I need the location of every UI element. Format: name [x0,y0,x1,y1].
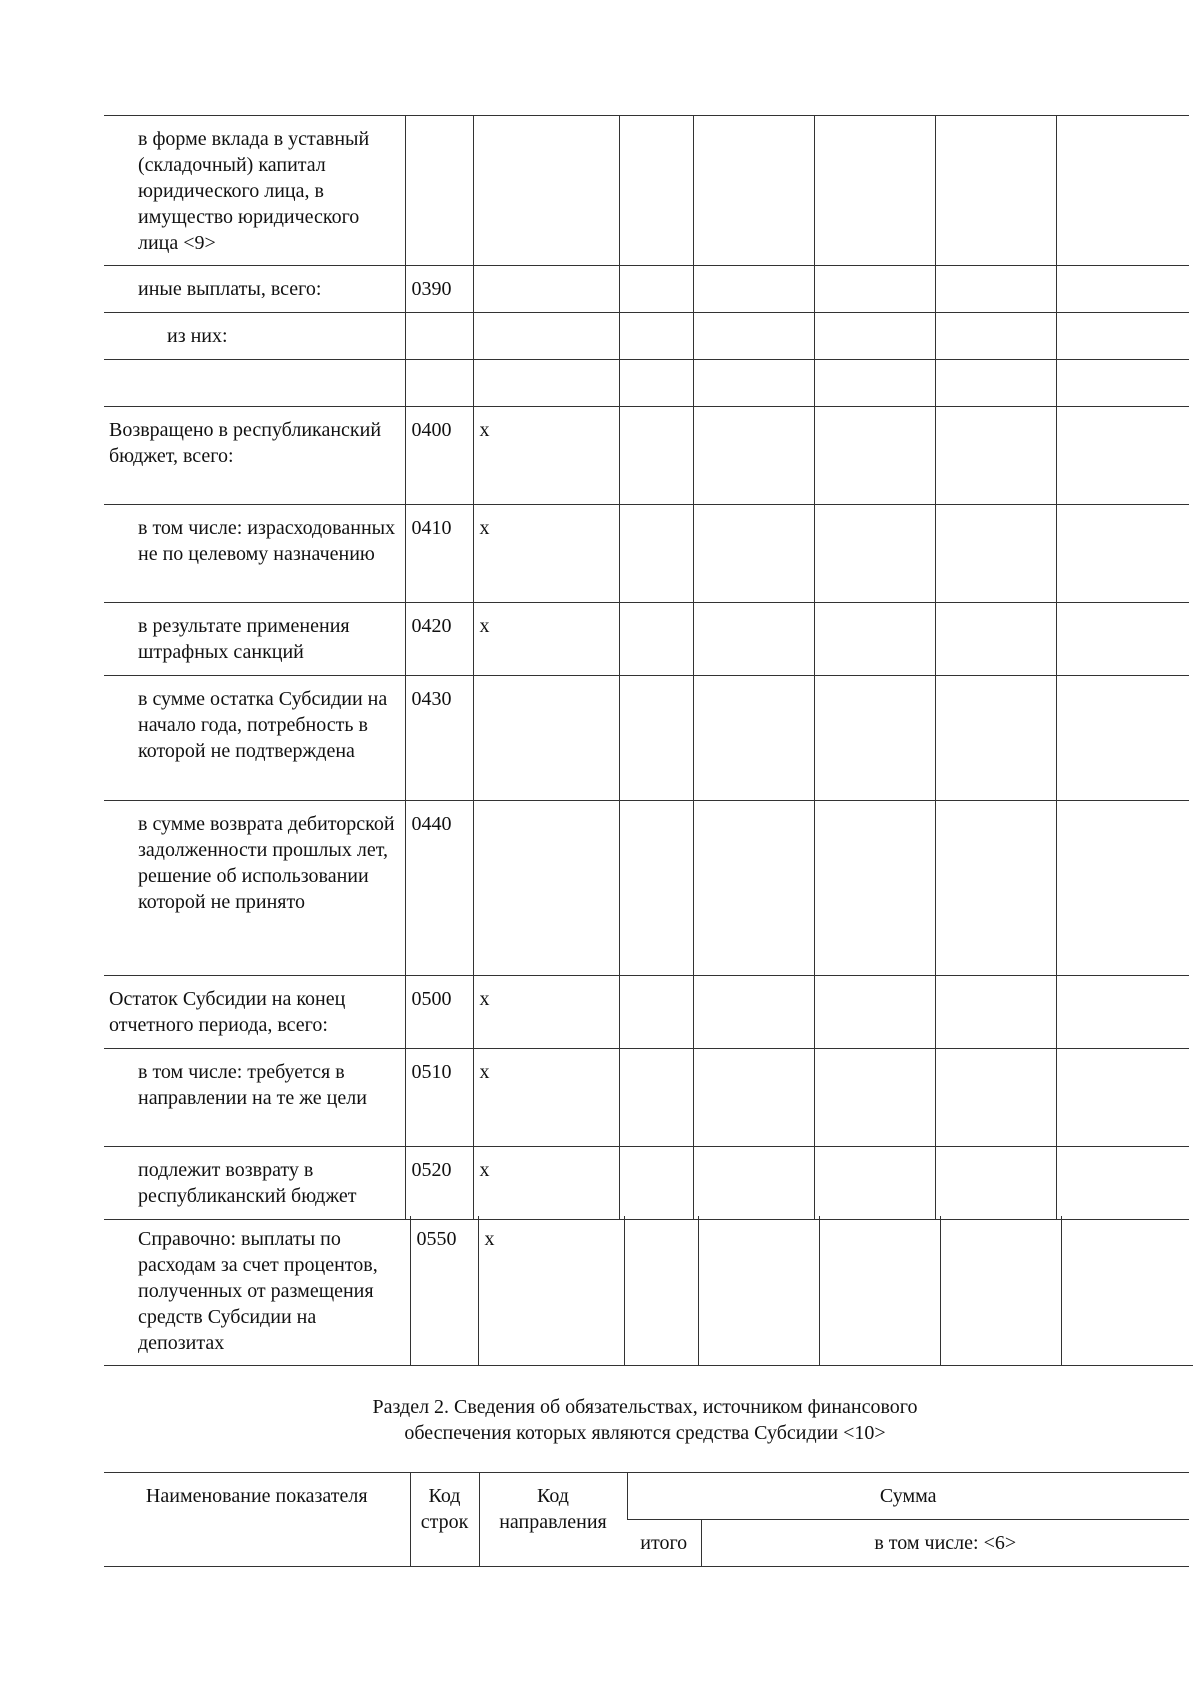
value-cell[interactable] [1056,676,1189,801]
value-cell[interactable] [1056,801,1189,976]
report-table-section1-continued [104,115,1189,1220]
value-cell[interactable] [814,313,935,360]
row-label: в сумме остатка Субсидии на начало года, потребность в которой не подтверждена [104,676,405,801]
value-cell[interactable] [619,266,693,313]
value-cell[interactable] [619,976,693,1049]
value-cell[interactable] [619,801,693,976]
row-direction: x [473,976,619,1049]
value-cell[interactable] [624,1216,698,1365]
col-header-code: Код строк [410,1473,479,1567]
value-cell[interactable] [814,1147,935,1220]
obligations-table-header [104,1472,1189,1567]
value-cell[interactable] [619,1147,693,1220]
value-cell[interactable] [935,116,1056,266]
row-code [405,313,473,360]
row-label: иные выплаты, всего: [104,266,405,313]
value-cell[interactable] [814,266,935,313]
col-header-name: Наименование показателя [104,1473,410,1567]
row-direction: x [473,603,619,676]
value-cell[interactable] [935,407,1056,505]
value-cell[interactable] [814,407,935,505]
value-cell[interactable] [1056,266,1189,313]
row-code [405,360,473,407]
value-cell[interactable] [1061,1216,1193,1365]
row-direction [473,116,619,266]
value-cell[interactable] [814,976,935,1049]
value-cell[interactable] [814,360,935,407]
value-cell[interactable] [1056,1049,1189,1147]
value-cell[interactable] [814,1049,935,1147]
table-row [104,505,1189,603]
value-cell[interactable] [935,1049,1056,1147]
table-row [104,676,1189,801]
row-direction: x [473,1147,619,1220]
value-cell[interactable] [693,801,814,976]
value-cell[interactable] [619,313,693,360]
value-cell[interactable] [693,266,814,313]
row-direction [473,801,619,976]
table-row [104,976,1189,1049]
value-cell[interactable] [1056,407,1189,505]
table-row [104,360,1189,407]
value-cell[interactable] [693,360,814,407]
value-cell[interactable] [814,116,935,266]
value-cell[interactable] [693,1049,814,1147]
value-cell[interactable] [619,505,693,603]
table-row [104,1147,1189,1220]
row-code: 0400 [405,407,473,505]
value-cell[interactable] [935,801,1056,976]
table-row [104,266,1189,313]
value-cell[interactable] [693,976,814,1049]
row-code: 0510 [405,1049,473,1147]
value-cell[interactable] [619,407,693,505]
value-cell[interactable] [1056,360,1189,407]
col-header-total: итого [627,1520,701,1567]
section2-title-line1: Раздел 2. Сведения об обязательствах, источником финансового [372,1396,918,1418]
value-cell[interactable] [1056,313,1189,360]
row-label: в том числе: требуется в направлении на те же цели [104,1049,405,1147]
value-cell[interactable] [693,313,814,360]
row-direction: x [473,1049,619,1147]
value-cell[interactable] [814,603,935,676]
row-code: 0520 [405,1147,473,1220]
row-direction [473,360,619,407]
value-cell[interactable] [619,1049,693,1147]
value-cell[interactable] [619,603,693,676]
value-cell[interactable] [698,1216,819,1365]
reference-row-label: Справочно: выплаты по расходам за счет процентов, полученных от размещения средств Субсидии на депозитах [104,1216,410,1365]
section2-title-line2: обеспечения которых являются средства Субсидии <10> [404,1422,886,1444]
row-code: 0500 [405,976,473,1049]
row-label: в сумме возврата дебиторской задолженности прошлых лет, решение об использовании которой не принято [104,801,405,976]
row-label: из них: [104,313,405,360]
row-direction [473,313,619,360]
value-cell[interactable] [693,407,814,505]
table-row [104,313,1189,360]
value-cell[interactable] [619,676,693,801]
row-label: в том числе: израсходованных не по целевому назначению [104,505,405,603]
value-cell[interactable] [693,676,814,801]
value-cell[interactable] [1056,603,1189,676]
value-cell[interactable] [619,360,693,407]
row-label: Остаток Субсидии на конец отчетного периода, всего: [104,976,405,1049]
value-cell[interactable] [935,313,1056,360]
row-direction: x [478,1216,624,1365]
table-row [104,1216,1193,1365]
col-header-direction: Код направления [479,1473,627,1567]
row-direction: x [473,407,619,505]
row-label: Возвращено в республиканский бюджет, всего: [104,407,405,505]
row-code: 0440 [405,801,473,976]
col-header-including: в том числе: <6> [701,1520,1189,1567]
value-cell[interactable] [1056,976,1189,1049]
value-cell[interactable] [1056,116,1189,266]
row-direction [473,266,619,313]
value-cell[interactable] [814,505,935,603]
value-cell[interactable] [1056,505,1189,603]
value-cell[interactable] [693,1147,814,1220]
row-code [405,116,473,266]
row-code: 0390 [405,266,473,313]
table-row [104,603,1189,676]
value-cell[interactable] [814,801,935,976]
col-header-sum: Сумма [627,1473,1189,1520]
row-code: 0410 [405,505,473,603]
value-cell[interactable] [935,266,1056,313]
value-cell[interactable] [935,603,1056,676]
table-row [104,1049,1189,1147]
row-code: 0420 [405,603,473,676]
value-cell[interactable] [814,676,935,801]
row-direction [473,676,619,801]
value-cell[interactable] [693,603,814,676]
value-cell[interactable] [819,1216,940,1365]
row-label: в форме вклада в уставный (складочный) капитал юридического лица, в имущество юридического лица <9> [104,116,405,266]
table-row [104,116,1189,266]
reference-row-table [104,1216,1193,1366]
row-code: 0430 [405,676,473,801]
value-cell[interactable] [935,505,1056,603]
value-cell[interactable] [693,505,814,603]
value-cell[interactable] [940,1216,1061,1365]
value-cell[interactable] [693,116,814,266]
row-code: 0550 [410,1216,478,1365]
row-direction: x [473,505,619,603]
table-row [104,407,1189,505]
value-cell[interactable] [935,676,1056,801]
value-cell[interactable] [935,1147,1056,1220]
table-row [104,801,1189,976]
row-label: в результате применения штрафных санкций [104,603,405,676]
value-cell[interactable] [619,116,693,266]
value-cell[interactable] [935,976,1056,1049]
section2-title [0,1394,1200,1446]
row-label: подлежит возврату в республиканский бюджет [104,1147,405,1220]
value-cell[interactable] [1056,1147,1189,1220]
row-label[interactable] [104,360,405,407]
value-cell[interactable] [935,360,1056,407]
